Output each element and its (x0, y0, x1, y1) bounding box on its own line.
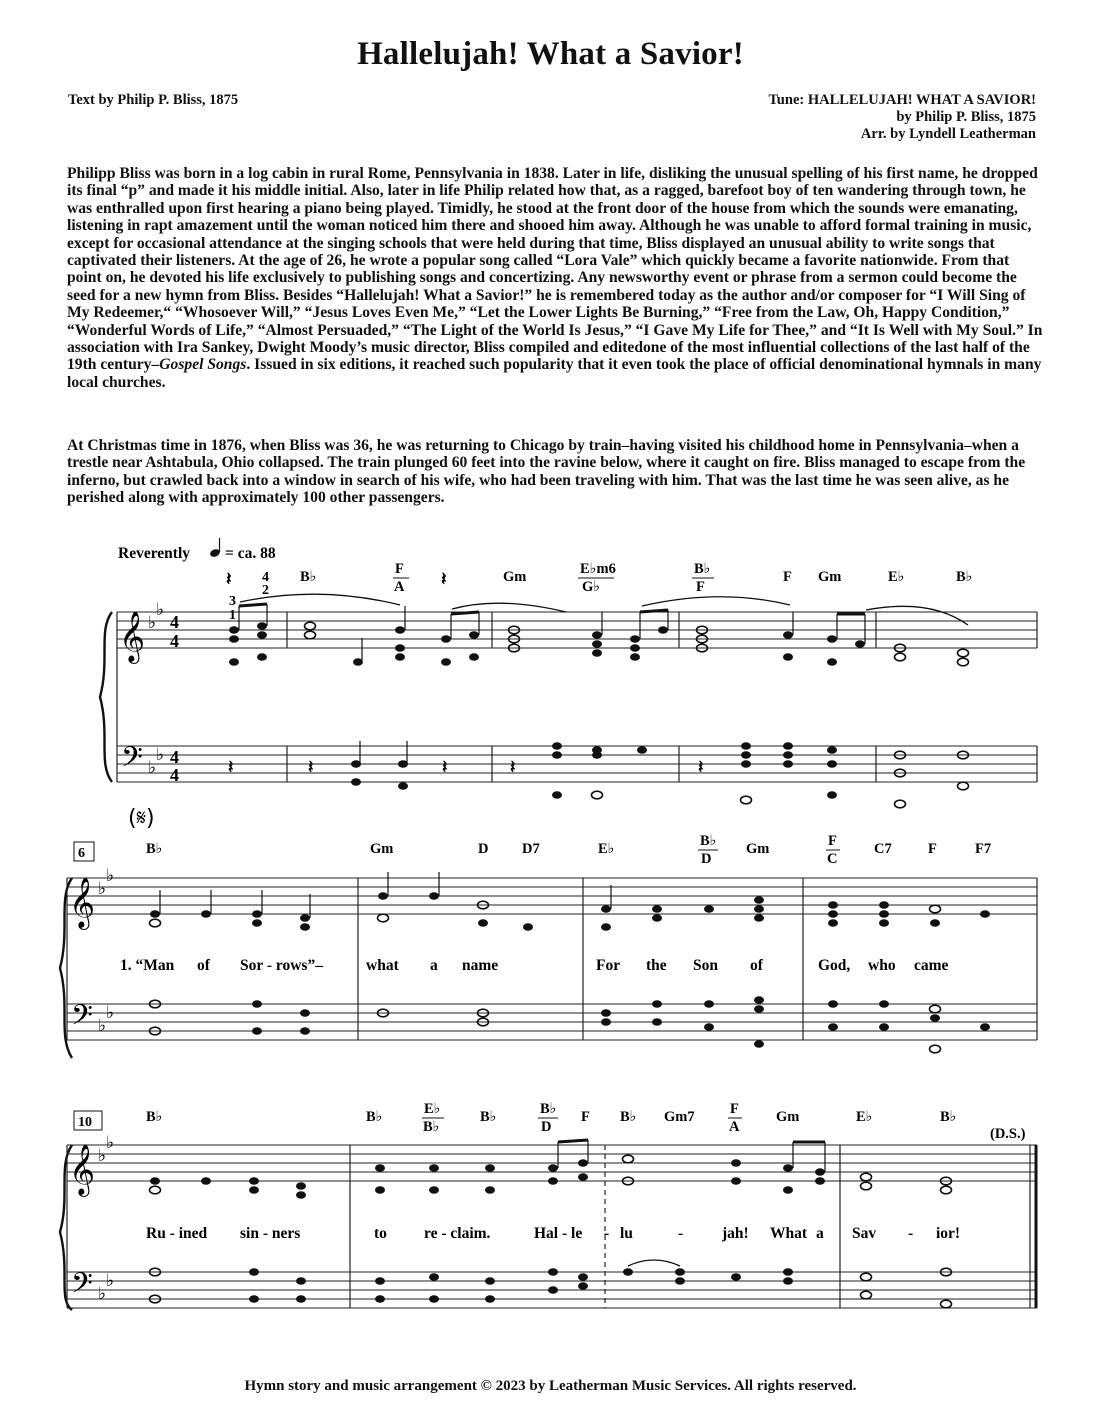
chord-symbol: B♭ (480, 1109, 497, 1125)
chord-symbol: G♭ (582, 579, 601, 595)
chord-symbol: D (701, 851, 712, 867)
treble-notes-system-2 (150, 872, 991, 931)
copyright-footer: Hymn story and music arrangement © 2023 by Leatherman Music Services. All rights reserved. (244, 1378, 857, 1394)
lyric-syllable: What (770, 1225, 808, 1242)
bass-staff-2 (67, 1004, 1037, 1040)
treble-notes-system-1 (229, 604, 969, 666)
svg-text:𝄽: 𝄽 (308, 757, 314, 777)
lyric-syllable: jah! (722, 1225, 749, 1242)
svg-text:𝄽: 𝄽 (441, 569, 447, 589)
fingering-3: 3 (229, 594, 236, 609)
chord-symbol: Gm (746, 841, 770, 857)
svg-text:𝄽: 𝄽 (442, 757, 448, 777)
svg-text:4: 4 (170, 631, 179, 651)
svg-text:𝄽: 𝄽 (228, 757, 234, 777)
chord-symbol: D7 (522, 841, 540, 857)
chord-symbol: B♭ (956, 569, 973, 585)
lyric-syllable: 1. “Man (120, 957, 175, 974)
chord-symbol: B♭ (694, 561, 711, 577)
chord-symbol: Gm (818, 569, 842, 585)
lyric-syllable: re - claim. (424, 1225, 491, 1242)
svg-text:♭: ♭ (148, 758, 157, 778)
lyric-syllable: - (604, 1225, 610, 1242)
svg-text:♭: ♭ (156, 745, 165, 765)
tempo-value: = ca. 88 (225, 545, 276, 562)
bass-clef-icon: 𝄢 (71, 999, 93, 1039)
chord-symbols-system-1 (300, 561, 973, 595)
text-credit: Text by Philip P. Bliss, 1875 (68, 92, 239, 108)
lyric-syllable: lu (620, 1225, 633, 1242)
key-signature-flats (98, 866, 114, 1036)
chord-symbol: A (394, 579, 405, 595)
chord-symbol: C (827, 851, 838, 867)
chord-symbol: E♭ (856, 1109, 873, 1125)
lyric-syllable: of (750, 957, 763, 974)
measure-number-6: 6 (78, 846, 85, 861)
bass-notes-system-2 (150, 996, 991, 1053)
lyric-syllable: Sor - rows”– (240, 957, 323, 974)
treble-staff-3 (67, 1145, 1037, 1181)
tune-name: Tune: HALLELUJAH! WHAT A SAVIOR! (768, 92, 1036, 108)
bass-clef-icon: 𝄢 (71, 1267, 93, 1307)
ds-marking: (D.S.) (990, 1126, 1026, 1142)
treble-staff-2 (67, 878, 1037, 914)
brace-icon (100, 612, 112, 782)
fingering-4: 4 (262, 570, 269, 585)
chord-symbol: B♭ (423, 1119, 440, 1135)
time-signature (170, 612, 179, 785)
lyric-syllable: Son (693, 957, 718, 974)
svg-text:♭: ♭ (148, 613, 157, 633)
chord-symbol: A (729, 1119, 740, 1135)
lyric-syllable: ior! (936, 1225, 961, 1242)
lyric-syllable: name (462, 957, 499, 974)
treble-clef-icon: 𝄞 (69, 1144, 96, 1195)
lyric-syllable: Ru - ined (146, 1225, 208, 1242)
svg-text:4: 4 (170, 612, 179, 632)
svg-text:♭: ♭ (98, 1146, 107, 1166)
chord-symbol: B♭ (540, 1101, 557, 1117)
tune-author: by Philip P. Bliss, 1875 (896, 109, 1036, 125)
svg-text:4: 4 (170, 765, 179, 785)
chord-symbol: F (696, 579, 705, 595)
chord-symbol: F (783, 569, 792, 585)
chord-symbol: D (541, 1119, 552, 1135)
lyric-syllable: who (868, 957, 896, 974)
lyric-syllable: - (908, 1225, 914, 1242)
measure-number-10: 10 (78, 1115, 92, 1130)
svg-text:4: 4 (170, 747, 179, 767)
slurs-system-1 (240, 594, 968, 625)
hymn-title: Hallelujah! What a Savior! (357, 36, 744, 72)
bass-notes-system-1 (228, 741, 969, 808)
lyric-syllable: of (197, 957, 210, 974)
lyric-syllable: to (374, 1225, 387, 1242)
tempo-text: Reverently (118, 545, 191, 562)
treble-clef-icon: 𝄞 (69, 877, 96, 928)
chord-symbol: B♭ (940, 1109, 957, 1125)
chord-symbol: D (478, 841, 489, 857)
story-p1-italic: Gospel Songs (159, 356, 247, 374)
lyrics-system-2 (120, 957, 949, 974)
rest-icon (226, 569, 447, 589)
svg-text:♭: ♭ (106, 1133, 115, 1153)
lyric-syllable: God, (818, 957, 851, 974)
svg-text:♭: ♭ (106, 1271, 115, 1291)
lyric-syllable: sin - ners (240, 1225, 301, 1242)
chord-symbol: C7 (874, 841, 892, 857)
chord-symbol: Gm (776, 1109, 800, 1125)
svg-text:𝄽: 𝄽 (698, 757, 704, 777)
chord-symbols-system-2 (146, 833, 991, 867)
svg-text:♭: ♭ (156, 600, 165, 620)
story-paragraph-2: At Christmas time in 1876, when Bliss was 36, he was returning to Chicago by train–having visited his childhood home in Pennsylvania–when a trestle near Ashtabula, Ohio collapsed. The train plunged 60 feet into the ravine below, where it caught on fire. Bliss managed to escape from the inferno, but crawled back into a window in search of his wife, who had been traveling with him. That was the last time he was seen alive, as he perished along with approximately 100 other passengers. (67, 437, 1026, 507)
bass-notes-system-3 (150, 1260, 952, 1308)
chord-symbol: F (395, 561, 404, 577)
svg-text:♭: ♭ (98, 879, 107, 899)
fingering-2: 2 (262, 583, 269, 598)
svg-text:♭: ♭ (98, 1016, 107, 1036)
chord-symbol: B♭ (700, 833, 717, 849)
chord-symbol: F (928, 841, 937, 857)
chord-symbol: E♭ (888, 569, 905, 585)
story-p1-part2: . Issued in six editions, it reached such popularity that it even took the place of official denominational hymnals in many local churches. (67, 356, 1042, 391)
lyric-syllable: Hal - le (534, 1225, 583, 1242)
chord-symbol: B♭ (146, 841, 163, 857)
treble-staff-1 (117, 612, 1037, 648)
lyric-syllable: For (596, 957, 621, 974)
chord-symbol: F (581, 1109, 590, 1125)
chord-symbol: F7 (975, 841, 992, 857)
chord-symbol: B♭ (146, 1109, 163, 1125)
svg-text:♭: ♭ (106, 866, 115, 886)
chord-symbol: F (730, 1101, 739, 1117)
chord-symbols-system-3 (146, 1101, 957, 1135)
svg-text:♭: ♭ (98, 1284, 107, 1304)
chord-symbol: Gm7 (664, 1109, 695, 1125)
chord-symbol: B♭ (620, 1109, 637, 1125)
arranger-credit: Arr. by Lyndell Leatherman (860, 126, 1036, 142)
key-signature-flats (148, 600, 164, 778)
fingering-1: 1 (229, 608, 236, 623)
svg-text:𝄽: 𝄽 (226, 569, 232, 589)
chord-symbol: Gm (370, 841, 394, 857)
lyric-syllable: a (430, 957, 438, 974)
svg-text:𝄽: 𝄽 (510, 757, 516, 777)
chord-symbol: E♭m6 (580, 561, 616, 577)
chord-symbol: E♭ (424, 1101, 441, 1117)
quarter-note-icon (209, 538, 221, 558)
story-p1-part1: Philipp Bliss was born in a log cabin in rural Rome, Pennsylvania in 1838. Later in life, disliking the unusual spelling of his first name, he dropped its final “p” and made it his middle initial. Also, later in life Philip related how that, as a ragged, barefoot boy of ten wandering through town, he was enthralled upon first hearing a piano being played. Timidly, he stood at the front door of the house from which the sounds were emanating, listening in rapt amazement until the woman noticed him there and shooed him away. Although he was unable to afford formal training in music, except for occasional attendance at the singing schools that were held during that time, Bliss displayed an unusual ability to write songs that captivated their listeners. At the age of 26, he wrote a popular song called “Lora Vale” which quickly became a favorite nationwide. From that point on, he devoted his life exclusively to publishing songs and concertizing. Any newsworthy event or phrase from a sermon could become the seed for a new hymn from Bliss. Besides “Hallelujah! What a Savior!” he is remembered today as the author and/or composer for “I Will Sing of My Redeemer,“ “Whosoever Will,” “Jesus Loves Even Me,” “Let the Lower Lights Be Burning,” “Free from the Law, Oh, Happy Condition,” “Wonderful Words of Life,” “Almost Persuaded,” “The Light of the World Is Jesus,” “I Gave My Life for Thee,” and “It Is Well with My Soul.” In association with Ira Sankey, Dwight Moody’s music director, Bliss compiled and editedone of the most influential collections of the last half of the 19th century– (67, 165, 1043, 374)
lyrics-system-3 (146, 1225, 960, 1242)
chord-symbol: F (828, 833, 837, 849)
chord-symbol: E♭ (598, 841, 615, 857)
key-signature-flats (98, 1133, 114, 1304)
lyric-syllable: a (816, 1225, 824, 1242)
chord-symbol: B♭ (366, 1109, 383, 1125)
treble-clef-icon: 𝄞 (119, 611, 146, 662)
svg-text:♭: ♭ (106, 1003, 115, 1023)
chord-symbol: Gm (503, 569, 527, 585)
segno-sign: (𝄋) (128, 806, 155, 831)
lyric-syllable: the (646, 957, 667, 974)
bass-clef-icon: 𝄢 (121, 741, 143, 781)
lyric-syllable: what (366, 957, 399, 974)
lyric-syllable: came (914, 957, 949, 974)
lyric-syllable: - (678, 1225, 684, 1242)
treble-notes-system-3 (150, 1140, 952, 1199)
chord-symbol: B♭ (300, 569, 317, 585)
barlines-system-1 (117, 612, 1037, 782)
lyric-syllable: Sav (852, 1225, 877, 1242)
